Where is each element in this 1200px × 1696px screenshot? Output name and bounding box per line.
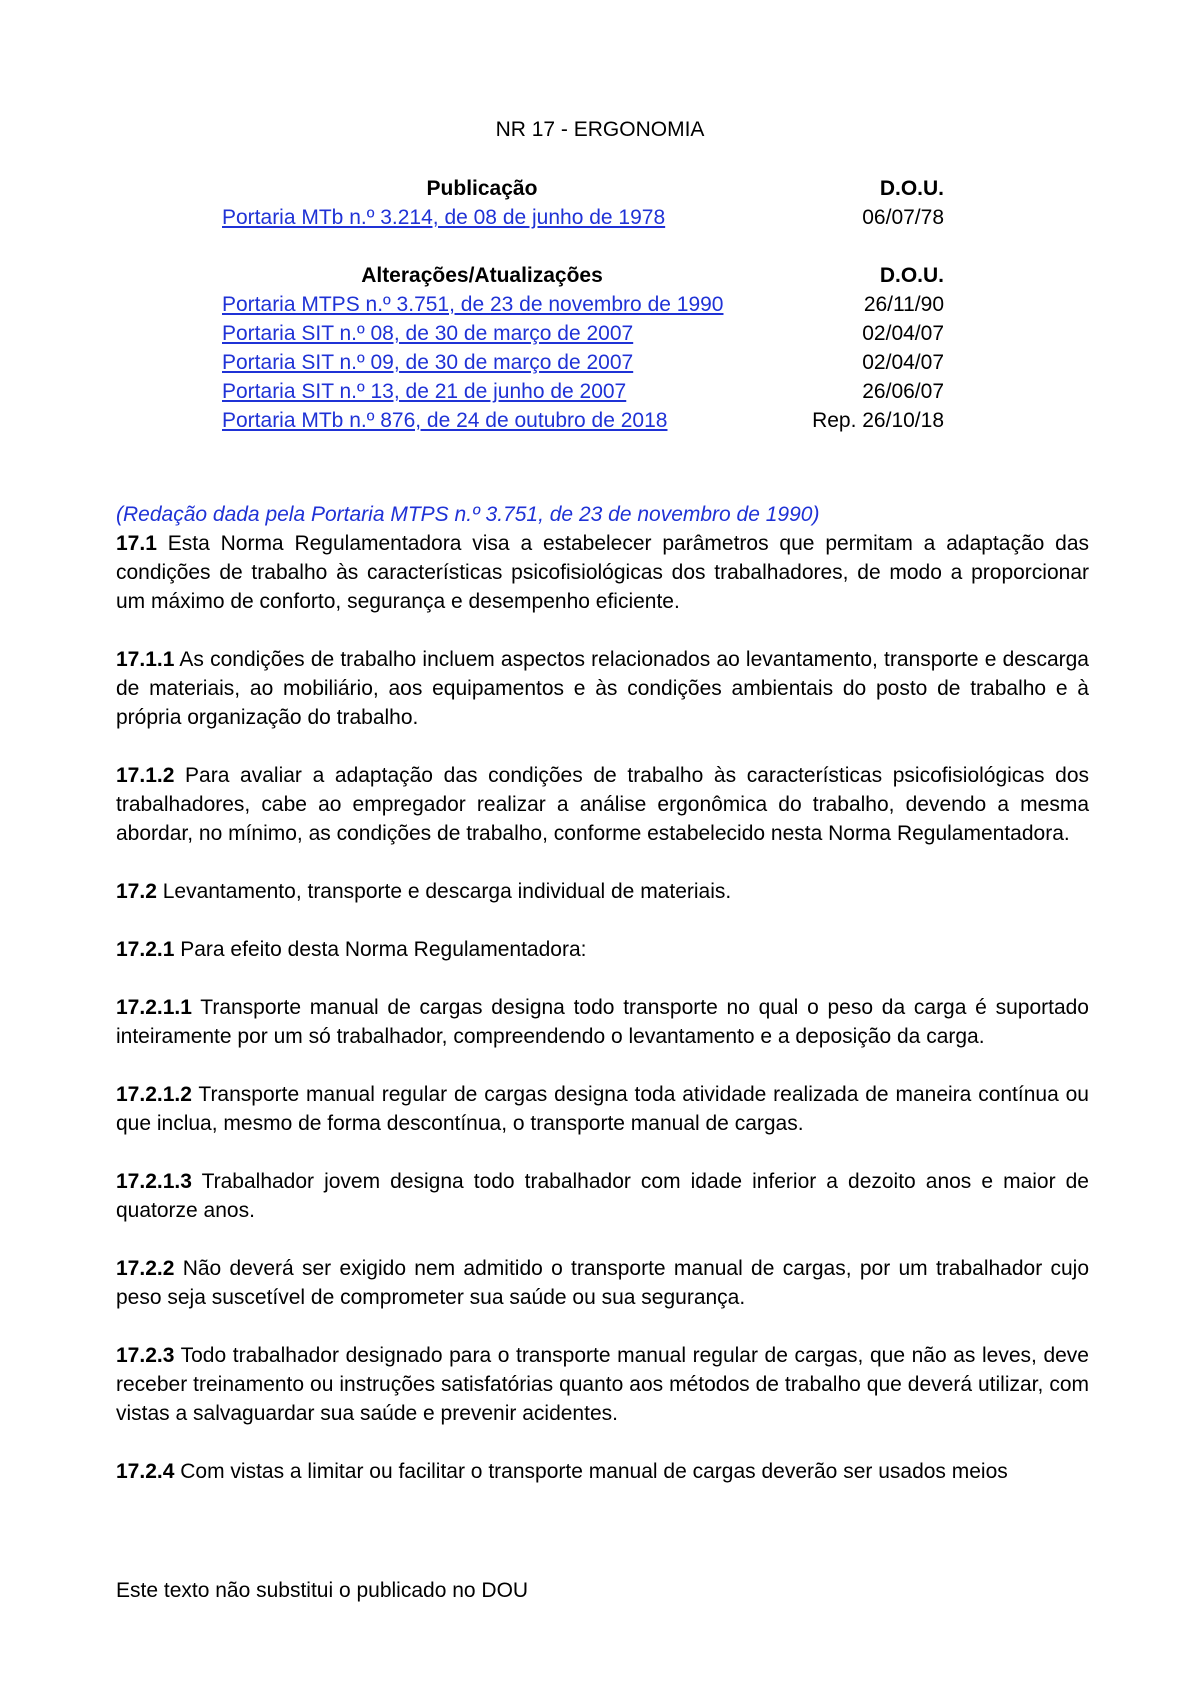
dou-date: 06/07/78 xyxy=(862,206,944,229)
item-number: 17.2 xyxy=(116,880,157,903)
footer-disclaimer: Este texto não substitui o publicado no DOU xyxy=(116,1579,529,1602)
document-title: NR 17 - ERGONOMIA xyxy=(495,118,705,141)
paragraph-17-2-1-1 xyxy=(116,993,1089,1051)
paragraph-17-2 xyxy=(116,877,1089,906)
body-text xyxy=(116,500,1089,1486)
alteracoes-row xyxy=(222,348,944,377)
dou-date: 02/04/07 xyxy=(862,322,944,345)
alteracoes-table xyxy=(222,261,944,435)
portaria-link[interactable]: Portaria SIT n.º 13, de 21 de junho de 2007 xyxy=(222,380,627,403)
item-number: 17.2.4 xyxy=(116,1460,175,1483)
dou-date: 26/11/90 xyxy=(863,293,944,316)
paragraph-17-2-4 xyxy=(116,1457,1089,1486)
item-number: 17.2.1 xyxy=(116,938,175,961)
dou-date: 02/04/07 xyxy=(862,351,944,374)
item-number: 17.2.1.1 xyxy=(116,996,192,1019)
paragraph-17-2-1-3 xyxy=(116,1167,1089,1225)
item-text: Não deverá ser exigido nem admitido o transporte manual de cargas, por um trabalhador cujo peso seja suscetível de comprometer sua saúde ou sua segurança. xyxy=(116,1257,1089,1309)
item-number: 17.1.2 xyxy=(116,764,175,787)
item-text: Transporte manual regular de cargas designa toda atividade realizada de maneira contínua ou que inclua, mesmo de forma descontínua, o transporte manual de cargas. xyxy=(116,1083,1089,1135)
item-number: 17.2.1.3 xyxy=(116,1170,192,1193)
publicacao-header-label: Publicação xyxy=(426,177,538,200)
redacao-note: (Redação dada pela Portaria MTPS n.º 3.751, de 23 de novembro de 1990) xyxy=(116,503,820,526)
item-text: Todo trabalhador designado para o transporte manual regular de cargas, que não as leves, deve receber treinamento ou instruções satisfatórias quanto aos métodos de trabalho que deverá utilizar, com vistas a salvaguardar sua saúde e prevenir acidentes. xyxy=(116,1344,1089,1425)
item-number: 17.2.1.2 xyxy=(116,1083,192,1106)
paragraph-17-1 xyxy=(116,529,1089,616)
alteracoes-row xyxy=(222,319,944,348)
paragraph-17-2-3 xyxy=(116,1341,1089,1428)
dou-date: Rep. 26/10/18 xyxy=(812,409,944,432)
item-text: Trabalhador jovem designa todo trabalhador com idade inferior a dezoito anos e maior de quatorze anos. xyxy=(116,1170,1089,1222)
item-text: Para efeito desta Norma Regulamentadora: xyxy=(180,938,587,961)
alteracoes-header-dou: D.O.U. xyxy=(879,264,944,287)
portaria-link[interactable]: Portaria MTb n.º 876, de 24 de outubro de 2018 xyxy=(222,409,668,432)
publicacao-header-dou: D.O.U. xyxy=(879,177,944,200)
item-text: As condições de trabalho incluem aspectos relacionados ao levantamento, transporte e descarga de materiais, ao mobiliário, aos equipamentos e às condições ambientais do posto de trabalho e à própria organização do trabalho. xyxy=(116,648,1089,729)
item-number: 17.1.1 xyxy=(116,648,175,671)
portaria-link[interactable]: Portaria SIT n.º 08, de 30 de março de 2007 xyxy=(222,322,634,345)
item-number: 17.1 xyxy=(116,532,157,555)
item-text: Para avaliar a adaptação das condições de trabalho às características psicofisiológicas dos trabalhadores, cabe ao empregador realizar a análise ergonômica do trabalho, devendo a mesma abordar, no mínimo, as condições de trabalho, conforme estabelecido nesta Norma Regulamentadora. xyxy=(116,764,1089,845)
publicacao-table xyxy=(222,174,944,232)
publicacao-header xyxy=(222,174,944,203)
item-number: 17.2.3 xyxy=(116,1344,175,1367)
alteracoes-row xyxy=(222,290,944,319)
portaria-link[interactable]: Portaria SIT n.º 09, de 30 de março de 2007 xyxy=(222,351,634,374)
paragraph-17-1-2 xyxy=(116,761,1089,848)
alteracoes-row xyxy=(222,406,944,435)
paragraph-17-1-1 xyxy=(116,645,1089,732)
alteracoes-header-label: Alterações/Atualizações xyxy=(361,264,603,287)
item-number: 17.2.2 xyxy=(116,1257,175,1280)
paragraph-17-2-1 xyxy=(116,935,1089,964)
paragraph-17-2-2 xyxy=(116,1254,1089,1312)
item-text: Levantamento, transporte e descarga individual de materiais. xyxy=(162,880,732,903)
item-text: Esta Norma Regulamentadora visa a estabelecer parâmetros que permitam a adaptação das condições de trabalho às características psicofisiológicas dos trabalhadores, de modo a proporcionar um máximo de conforto, segurança e desempenho eficiente. xyxy=(116,532,1090,613)
item-text: Com vistas a limitar ou facilitar o transporte manual de cargas deverão ser usados meios xyxy=(180,1460,1008,1483)
dou-date: 26/06/07 xyxy=(862,380,944,403)
alteracoes-header xyxy=(222,261,944,290)
portaria-link[interactable]: Portaria MTb n.º 3.214, de 08 de junho de 1978 xyxy=(222,206,666,229)
item-text: Transporte manual de cargas designa todo transporte no qual o peso da carga é suportado inteiramente por um só trabalhador, compreendendo o levantamento e a deposição da carga. xyxy=(116,996,1089,1048)
paragraph-17-2-1-2 xyxy=(116,1080,1089,1138)
publicacao-row xyxy=(222,203,944,232)
alteracoes-row xyxy=(222,377,944,406)
portaria-link[interactable]: Portaria MTPS n.º 3.751, de 23 de novembro de 1990 xyxy=(222,293,724,316)
